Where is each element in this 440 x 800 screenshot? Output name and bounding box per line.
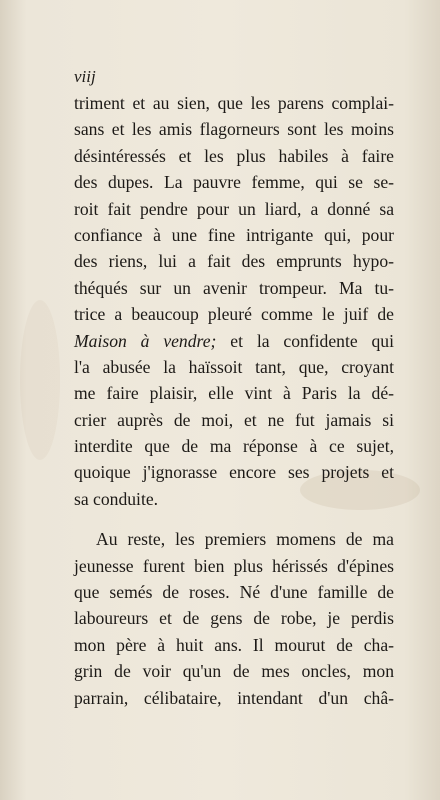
text-line: des riens, lui a fait des emprunts hypo- — [74, 251, 394, 272]
text-line: me faire plaisir, elle vint à Paris la dé- — [74, 383, 394, 404]
text-line: jeunesse furent bien plus hérissés d'épines — [74, 555, 394, 576]
paragraph-gap — [74, 512, 394, 526]
text-line: sans et les amis flagorneurs sont les moins — [74, 119, 394, 140]
text-line: l'a abusée la haïssoit tant, que, croyant — [74, 356, 394, 377]
text-line — [74, 328, 394, 354]
page-text — [74, 64, 394, 711]
text-line: laboureurs et de gens de robe, je perdis — [74, 608, 394, 629]
text-line: que semés de roses. Né d'une famille de — [74, 582, 394, 603]
paper-stain — [20, 300, 60, 460]
text-line: interdite que de ma réponse à ce sujet, — [74, 436, 394, 457]
page-number: viij — [74, 67, 96, 86]
text-fragment: et la confidente qui — [216, 330, 394, 351]
text-line: désintéressés et les plus habiles à faire — [74, 145, 394, 166]
text-line: confiance à une fine intrigante qui, pour — [74, 224, 394, 245]
text-line: triment et au sien, que les parens complai- — [74, 93, 394, 113]
text-line: sa conduite. — [74, 488, 159, 509]
italic-title: Maison à vendre; — [74, 330, 217, 351]
text-line: Au reste, les premiers momens de ma — [96, 529, 394, 550]
text-line: parrain, célibataire, intendant d'un châ- — [74, 687, 394, 708]
text-line: quoique j'ignorasse encore ses projets et — [74, 462, 394, 483]
text-line: mon père à huit ans. Il mourut de cha- — [74, 634, 394, 655]
text-line: roit fait pendre pour un liard, a donné sa — [74, 198, 394, 219]
text-line: théqués sur un avenir trompeur. Ma tu- — [74, 277, 394, 298]
text-line: des dupes. La pauvre femme, qui se se- — [74, 172, 394, 193]
text-line: trice a beaucoup pleuré comme le juif de — [74, 304, 394, 325]
text-line: crier auprès de moi, et ne fut jamais si — [74, 409, 394, 430]
text-line: grin de voir qu'un de mes oncles, mon — [74, 661, 394, 682]
